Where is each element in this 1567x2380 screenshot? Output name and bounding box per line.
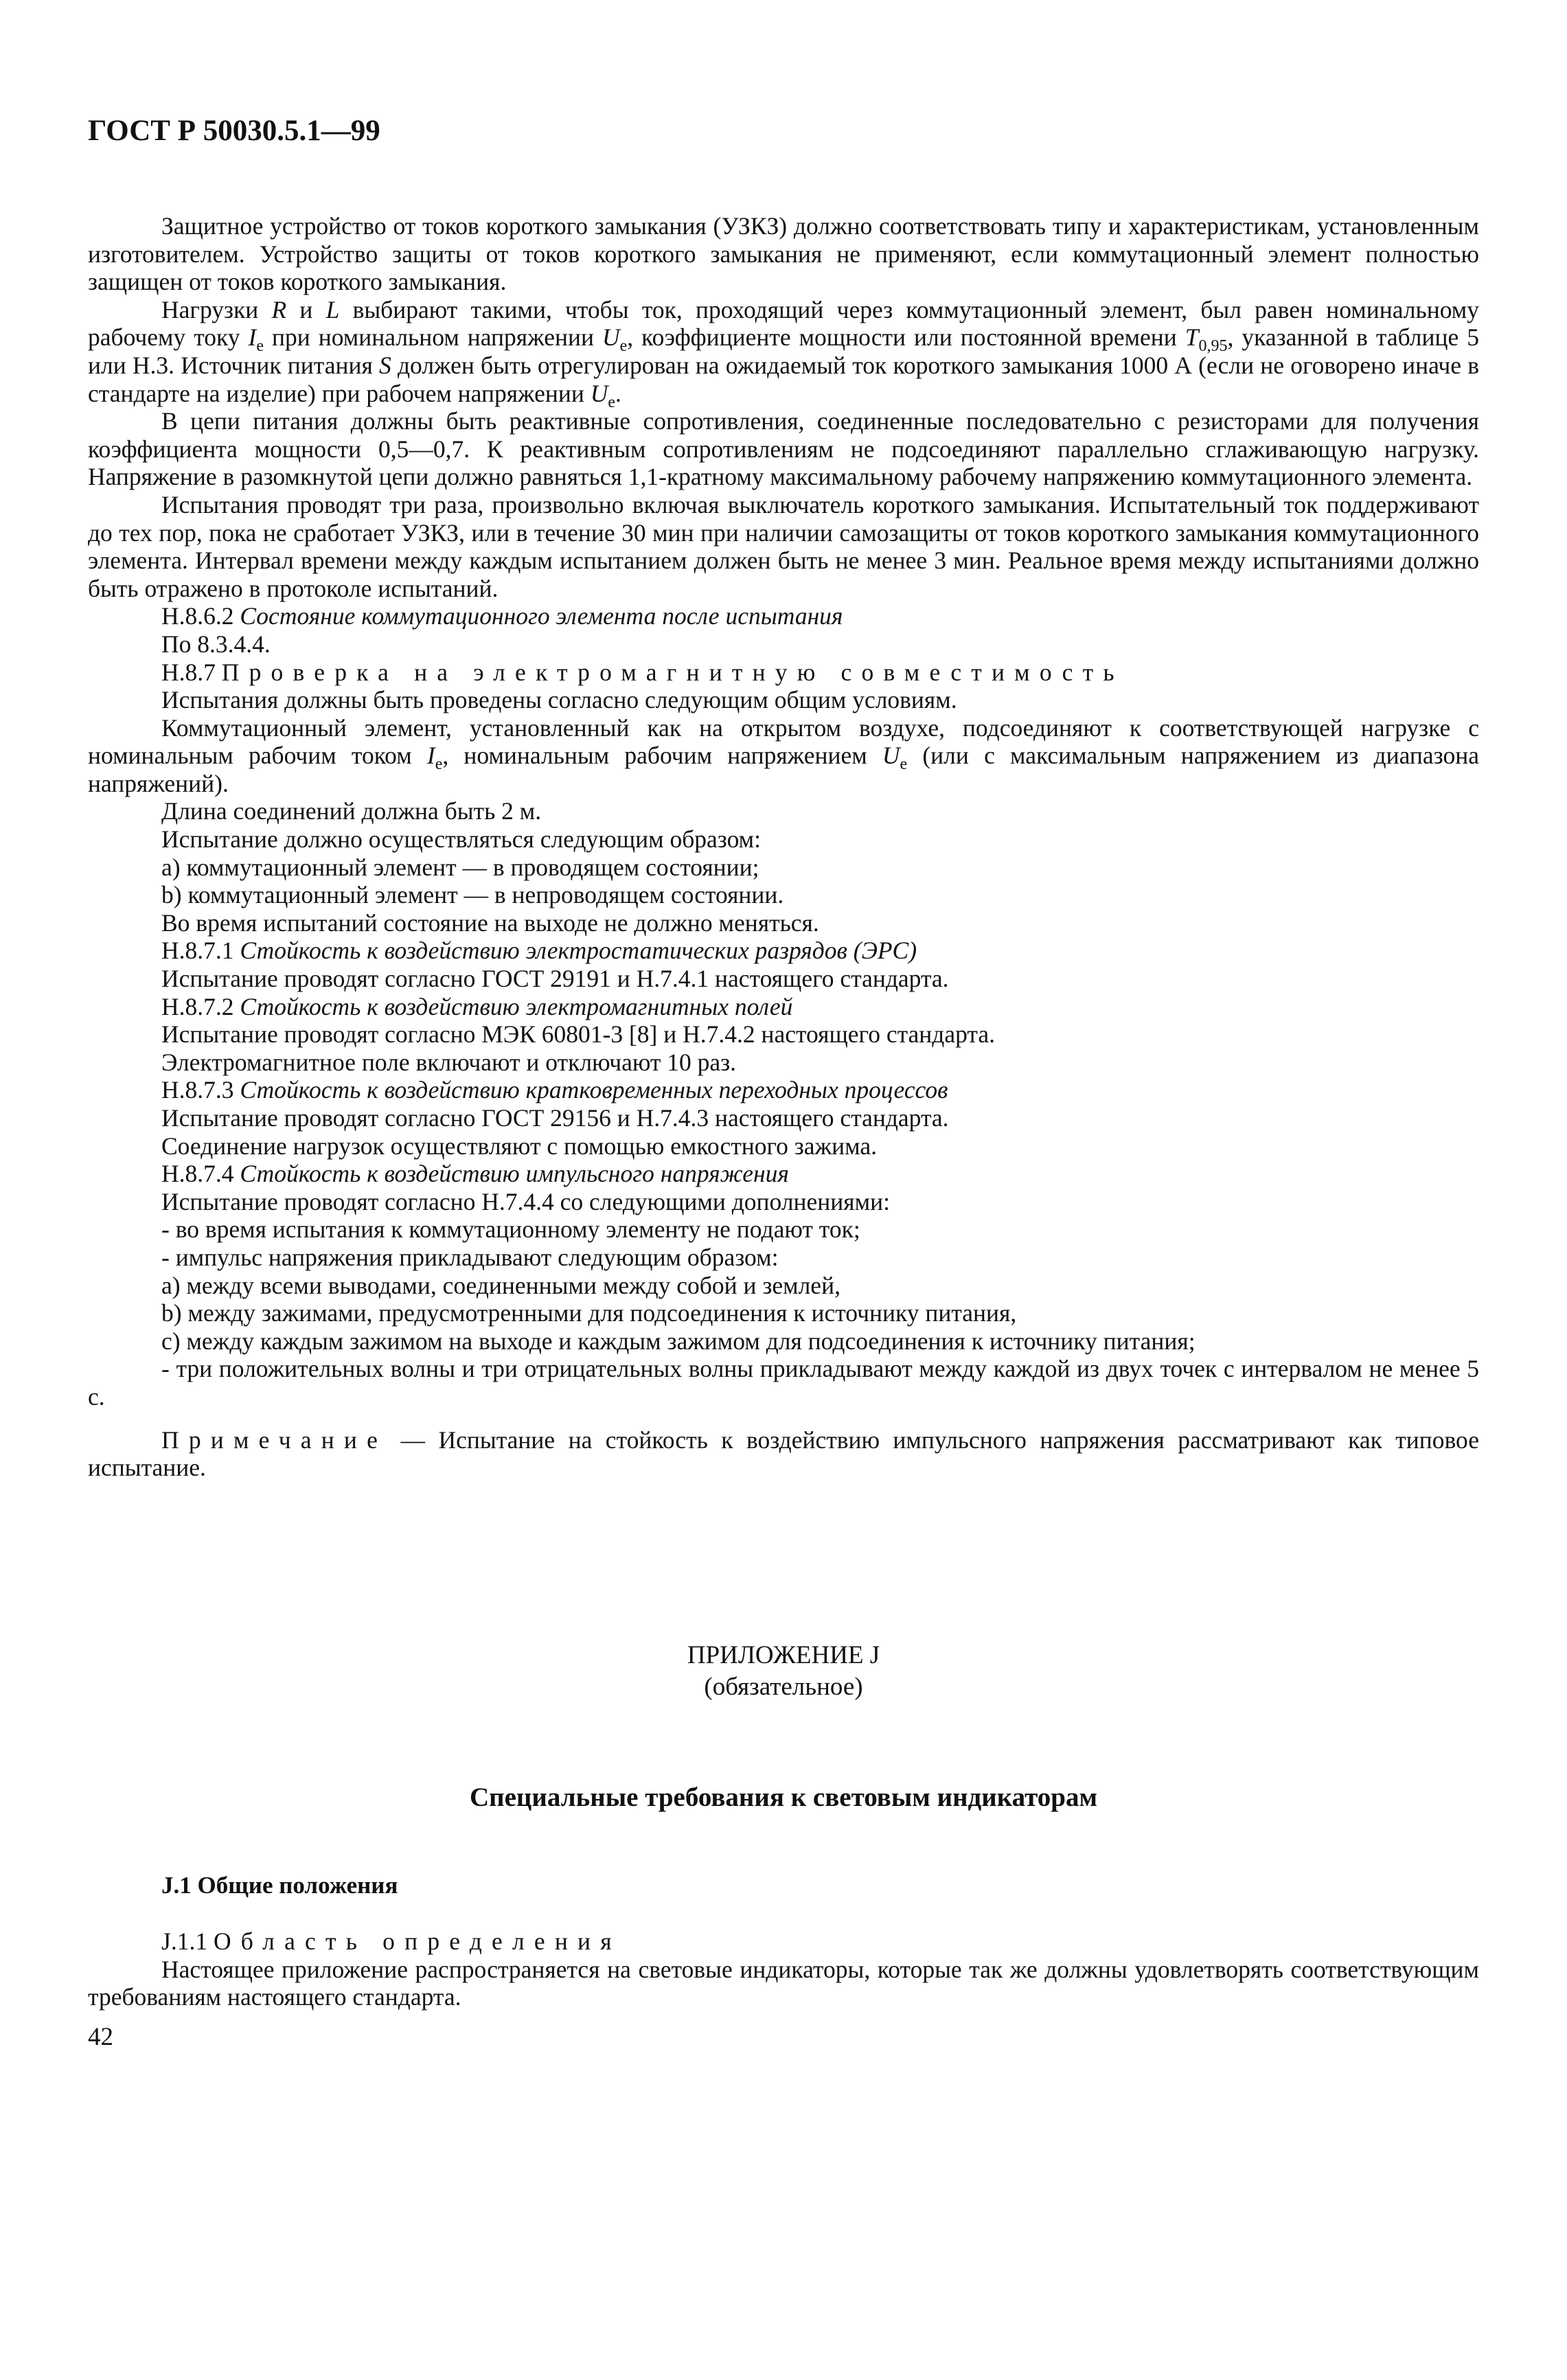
paragraph: Испытание должно осуществляться следующим образом:: [161, 825, 762, 854]
paragraph: Испытания проводят три раза, произвольно включая выключатель короткого замыкания. Испытательный ток поддерживают до тех пор, пока не сработает УЗКЗ, или в течение 30 мин при наличии самозащиты от токов короткого замыкания коммутационного элемента. Интервал времени между каждым испытанием должен быть не менее 3 мин. Реальное время между испытаниями должно быть отражено в протоколе испытаний.: [88, 490, 1479, 602]
page-number: 42: [88, 2022, 113, 2051]
section-heading: Н.8.7 Проверка на электромагнитную совместимость: [161, 658, 1124, 686]
annex-label: ПРИЛОЖЕНИЕ J: [687, 1640, 880, 1669]
paragraph: Защитное устройство от токов короткого замыкания (УЗКЗ) должно соответствовать типу и характеристикам, установленным изготовителем. Устройство защиты от токов короткого замыкания не применяют, если коммутационный элемент полностью защищен от токов короткого замыкания.: [88, 212, 1479, 296]
list-item: a) коммутационный элемент — в проводящем состоянии;: [161, 853, 759, 881]
annex-section-heading: J.1 Общие положения: [161, 1872, 398, 1899]
paragraph: Испытания должны быть проведены согласно следующим общим условиям.: [161, 686, 957, 714]
annex-title: Специальные требования к световым индикаторам: [469, 1782, 1098, 1812]
note: Примечание — Испытание на стойкость к воздействию импульсного напряжения рассматривают как типовое испытание.: [88, 1426, 1479, 1482]
paragraph: Испытание проводят согласно Н.7.4.4 со следующими дополнениями:: [161, 1187, 890, 1215]
spacer: [88, 1900, 1479, 1927]
list-item: c) между каждым зажимом на выходе и каждым зажимом для подсоединения к источнику питания;: [161, 1327, 1196, 1355]
paragraph-loads: Нагрузки R и L выбирают такими, чтобы ток, проходящий через коммутационный элемент, был равен номинальному рабочему току $I_e$ при номинальном напряжении $U_e$, коэффициенте мощности или постоянной времени $T_{0,95}$, указанной в таблице 5 или Н.3. Источник питания S должен быть отрегулирован на ожидаемый ток короткого замыкания 1000 А (если не оговорено иначе в стандарте на изделие) при рабочем напряжении $U_e$.: [88, 295, 1480, 411]
subsection-heading: Н.8.7.3 Стойкость к воздействию кратковременных переходных процессов: [161, 1076, 948, 1104]
subsection-heading: Н.8.7.4 Стойкость к воздействию импульсного напряжения: [161, 1160, 789, 1188]
list-item: b) коммутационный элемент — в непроводящем состоянии.: [161, 881, 784, 909]
document-body: [88, 212, 1479, 2051]
paragraph: По 8.3.4.4.: [161, 630, 271, 658]
paragraph: Электромагнитное поле включают и отключают 10 раз.: [161, 1048, 737, 1076]
paragraph-connection: Коммутационный элемент, установленный как на открытом воздухе, подсоединяют к соответствующей нагрузке с номинальным рабочим током $I_e$, номинальным рабочим напряжением $U_e$ (или с максимальным напряжением из диапазона напряжений).: [88, 713, 1479, 797]
list-item: a) между всеми выводами, соединенными между собой и землей,: [161, 1271, 840, 1299]
annex-subsection-heading: J.1.1 Область определения: [161, 1927, 621, 1955]
list-item: - импульс напряжения прикладывают следующим образом:: [161, 1243, 779, 1271]
paragraph: Испытание проводят согласно ГОСТ 29191 и Н.7.4.1 настоящего стандарта.: [161, 965, 949, 993]
list-item: - во время испытания к коммутационному элементу не подают ток;: [161, 1215, 860, 1244]
paragraph: Испытание проводят согласно МЭК 60801-3 [8] и Н.7.4.2 настоящего стандарта.: [161, 1020, 995, 1049]
subsection-heading: Н.8.6.2 Состояние коммутационного элемента после испытания: [161, 602, 843, 630]
paragraph: Соединение нагрузок осуществляют с помощью емкостного зажима.: [161, 1132, 877, 1160]
list-item: - три положительных волны и три отрицательных волны прикладывают между каждой из двух точек с интервалом не менее 5 с.: [88, 1355, 1479, 1410]
paragraph: В цепи питания должны быть реактивные сопротивления, соединенные последовательно с резисторами для получения коэффициента мощности 0,5—0,7. К реактивным сопротивлениям не подсоединяют параллельно сглаживающую нагрузку. Напряжение в разомкнутой цепи должно равняться 1,1-кратному максимальному рабочему напряжению коммутационного элемента.: [88, 407, 1479, 491]
paragraph: Во время испытаний состояние на выходе не должно меняться.: [161, 908, 819, 937]
subsection-heading: Н.8.7.1 Стойкость к воздействию электростатических разрядов (ЭРС): [161, 937, 917, 965]
paragraph: Испытание проводят согласно ГОСТ 29156 и Н.7.4.3 настоящего стандарта.: [161, 1104, 949, 1132]
annex-paragraph: Настоящее приложение распространяется на световые индикаторы, которые так же должны удовлетворять соответствующим требованиям настоящего стандарта.: [88, 1955, 1479, 2011]
annex-status: (обязательное): [704, 1672, 863, 1701]
paragraph: Длина соединений должна быть 2 м.: [161, 797, 542, 825]
subsection-heading: Н.8.7.2 Стойкость к воздействию электромагнитных полей: [161, 992, 793, 1020]
document-header: ГОСТ Р 50030.5.1—99: [88, 115, 380, 147]
list-item: b) между зажимами, предусмотренными для подсоединения к источнику питания,: [161, 1299, 1017, 1327]
